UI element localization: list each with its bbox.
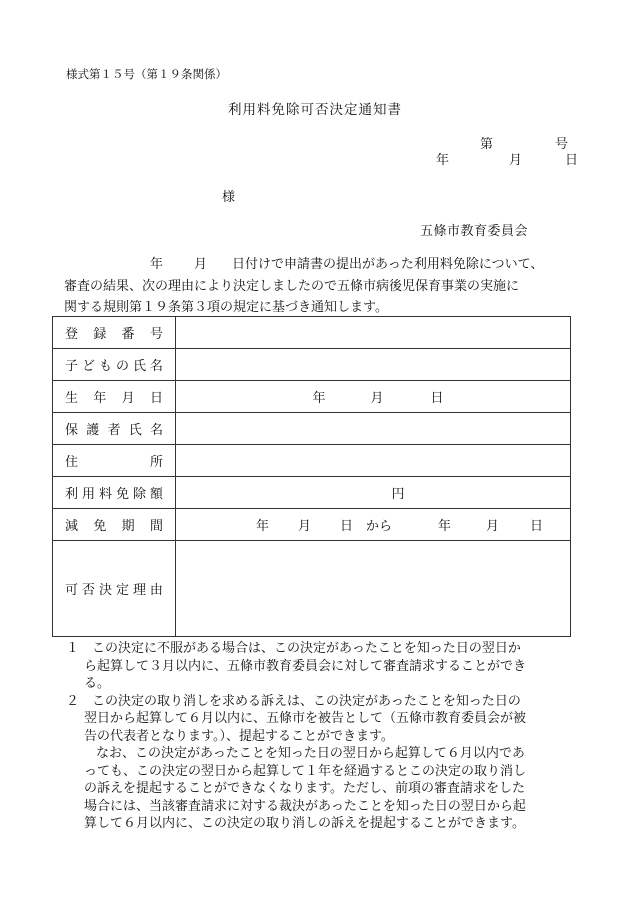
field-fee-exemption-amount[interactable] [176,477,571,509]
label-birth-date [53,381,176,413]
label-char: 名 [149,423,163,438]
label-char: 番 [121,327,135,342]
label-char: 氏 [132,359,146,374]
note-2-line2: 翌日から起算して６月以内に、五條市を被告として（五條市教育委員会が被 [84,711,527,726]
label-char: 用 [81,487,95,502]
label-char: 可 [65,583,79,598]
label-text [65,483,163,502]
label-char: 定 [115,583,129,598]
note-2-number: ２ [66,693,80,709]
label-char: 号 [149,327,163,342]
note-2-para-line4: 場合には、当該審査請求に対する裁決があったことを知った日の翌日から起 [84,798,526,814]
table-row [53,349,571,381]
label-char: ど [81,359,95,374]
label-fee-exemption-amount [53,477,176,509]
note-2-line1: この決定の取り消しを求める訴えは、この決定があったことを知った日の [92,693,521,709]
label-text [65,387,163,406]
issuer-name: 五條市教育委員会 [420,224,529,239]
label-char: 住 [65,455,79,470]
period-end-day: 日 [530,519,544,534]
label-char: 生 [65,391,79,406]
label-char: 免 [115,487,129,502]
table-row [53,381,571,413]
field-address[interactable] [176,445,571,477]
note-2-paragraph [66,745,576,833]
birth-month: 月 [370,391,384,406]
period-end-month: 月 [486,519,500,534]
addressee-suffix: 様 [222,190,236,205]
note-2-para-line2: っても、この決定の翌日から起算して１年を経過するとこの決定の取り消し [84,763,527,779]
label-char: 月 [121,391,135,406]
doc-number-dai: 第 [480,137,494,152]
label-char: 免 [93,519,107,534]
label-char: 由 [149,583,163,598]
field-decision-reason[interactable] [176,541,571,637]
notes-section [66,640,576,833]
label-char: の [115,359,129,374]
table-row [53,317,571,349]
body-line3: 関する規則第１９条第３項の規定に基づき通知します。 [64,300,388,315]
note-1-line3: る。 [84,676,111,691]
label-text [65,451,163,470]
label-char: 期 [121,519,135,534]
label-char: 間 [149,519,163,534]
label-char: 者 [107,423,121,438]
table-row [53,445,571,477]
amount-unit: 円 [391,487,405,502]
date-day: 日 [565,153,579,168]
label-char: 利 [65,487,79,502]
period-from: から [366,519,393,534]
label-child-name [53,349,176,381]
period-end-year: 年 [438,519,452,534]
body-year: 年 [150,257,164,272]
birth-day: 日 [430,391,444,406]
birth-year: 年 [312,391,326,406]
date-year: 年 [436,153,450,168]
label-char: 決 [98,583,112,598]
period-start-month: 月 [298,519,312,534]
label-char: 否 [81,583,95,598]
field-registration-number[interactable] [176,317,571,349]
label-exemption-period [53,509,176,541]
note-1 [66,640,576,693]
note-2-para-line5: 算して６月以内に、この決定の取り消しの訴えを提起することができます。 [84,816,525,831]
field-child-name[interactable] [176,349,571,381]
label-char: 所 [149,455,163,470]
note-1-line2: ら起算して３月以内に、五條市教育委員会に対して審査請求することができ [84,658,527,674]
label-char: 減 [65,519,79,534]
label-text [65,323,163,342]
body-line2: 審査の結果、次の理由により決定しましたので五條市病後児保育事業の実施に [64,278,520,294]
document-date [436,149,578,168]
label-char: 登 [65,327,79,342]
note-2-para-line1: なお、この決定があったことを知った日の翌日から起算して６月以内であ [96,746,525,761]
document-title: 利用料免除可否決定通知書 [228,102,402,118]
note-2-para-line3: の訴えを提起することができなくなります。ただし、前項の審査請求をした [84,781,525,796]
note-1-number: １ [66,641,80,656]
label-guardian-name [53,413,176,445]
decision-table [52,316,571,637]
label-char: 護 [86,423,100,438]
period-start-year: 年 [256,519,270,534]
period-start-day: 日 [340,519,354,534]
label-text [65,355,163,374]
label-char: 額 [149,487,163,502]
label-text [65,515,163,534]
label-char: 除 [132,487,146,502]
field-exemption-period[interactable] [176,509,571,541]
table-row [53,477,571,509]
label-char: 料 [98,487,112,502]
label-char: 年 [93,391,107,406]
note-2-line3: 告の代表者となります。）、提起することができます。 [84,728,394,744]
label-text [65,419,163,438]
label-text [65,579,163,598]
label-char: 保 [65,423,79,438]
table-row [53,541,571,637]
note-1-line1: この決定に不服がある場合は、この決定があったことを知った日の翌日か [92,641,521,656]
doc-number-go: 号 [555,137,569,152]
label-decision-reason [53,541,176,637]
table-row [53,413,571,445]
label-char: 日 [149,391,163,406]
label-char: 子 [65,359,79,374]
body-month: 月 [194,257,208,272]
date-month: 月 [509,153,523,168]
label-char: 録 [93,327,107,342]
label-char: 氏 [128,423,142,438]
body-line1: 日付けで申請書の提出があった利用料免除について、 [232,257,544,272]
field-guardian-name[interactable] [176,413,571,445]
table-row [53,509,571,541]
form-number: 様式第１５号（第１９条関係） [66,67,227,81]
label-char: 理 [132,583,146,598]
label-address [53,445,176,477]
note-2 [66,693,576,746]
label-registration-number [53,317,176,349]
label-char: 名 [149,359,163,374]
notification-body [64,254,584,319]
label-char: も [98,359,112,374]
field-birth-date[interactable] [176,381,571,413]
